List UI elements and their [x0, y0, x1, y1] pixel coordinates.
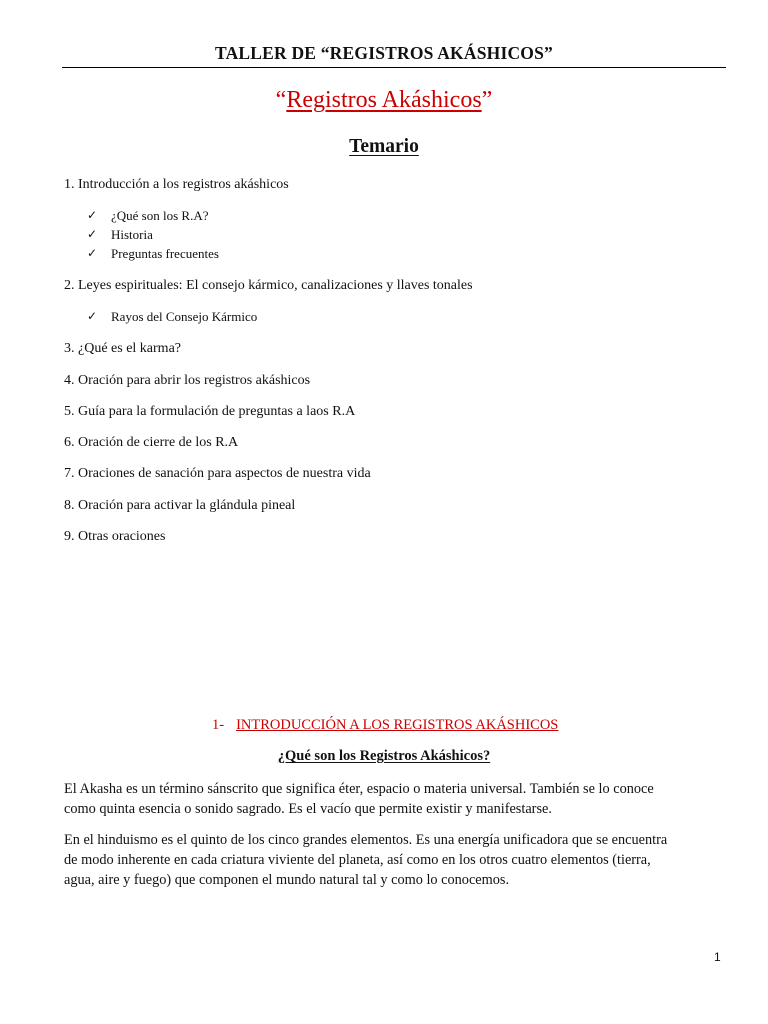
toc-subitem-label: ¿Qué son los R.A? — [111, 208, 209, 223]
toc-item-7: 7. Oraciones de sanación para aspectos de nuestra vida — [64, 466, 371, 481]
toc-heading: Temario — [349, 136, 419, 157]
paragraph — [64, 779, 724, 819]
toc-item-4: 4. Oración para abrir los registros akáshicos — [64, 373, 311, 388]
toc-item-2: 2. Leyes espirituales: El consejo kármico, canalizaciones y llaves tonales — [64, 278, 473, 293]
section-heading — [212, 717, 558, 734]
title-text: Registros Akáshicos — [286, 87, 482, 113]
toc-subitem — [87, 246, 219, 262]
toc-subitem — [87, 208, 209, 224]
paragraph-line: El Akasha es un término sánscrito que significa éter, espacio o materia universal. También se lo conoce — [64, 781, 654, 797]
header-title: TALLER DE “REGISTROS AKÁSHICOS” — [215, 43, 553, 63]
toc-item-5: 5. Guía para la formulación de preguntas a laos R.A — [64, 404, 356, 419]
check-icon: ✓ — [87, 309, 98, 323]
toc-subitem-label: Historia — [111, 227, 153, 242]
toc-item-3: 3. ¿Qué es el karma? — [64, 341, 181, 356]
toc-subitem — [87, 227, 153, 243]
toc-item-9: 9. Otras oraciones — [64, 529, 166, 544]
document-title — [0, 87, 768, 114]
toc-subitem-label: Preguntas frecuentes — [111, 246, 219, 261]
toc-item-6: 6. Oración de cierre de los R.A — [64, 435, 239, 450]
toc-item-1: 1. Introducción a los registros akáshicos — [64, 177, 289, 192]
toc-subitem-label: Rayos del Consejo Kármico — [111, 309, 258, 324]
check-icon: ✓ — [87, 208, 98, 222]
section-title: INTRODUCCIÓN A LOS REGISTROS AKÁSHICOS — [236, 717, 559, 733]
title-open-quote: “ — [275, 87, 287, 113]
toc-subitem — [87, 309, 258, 325]
header-divider — [62, 67, 726, 68]
paragraph-line: como quinta esencia o sonido sagrado. Es el vacío que permite existir y manifestarse. — [64, 801, 552, 817]
title-close-quote: ” — [481, 87, 493, 113]
paragraph — [64, 830, 724, 890]
check-icon: ✓ — [87, 246, 98, 260]
section-subheading: ¿Qué son los Registros Akáshicos? — [277, 748, 491, 764]
paragraph-line: agua, aire y fuego) que componen el mundo natural tal y como lo conocemos. — [64, 872, 510, 888]
section-number: 1- — [212, 717, 225, 733]
page-number: 1 — [714, 950, 721, 964]
paragraph-line: de modo inherente en cada criatura viviente del planeta, así como en los otros cuatro elementos (tierra, — [64, 852, 651, 868]
check-icon: ✓ — [87, 227, 98, 241]
toc-item-8: 8. Oración para activar la glándula pineal — [64, 498, 296, 513]
paragraph-line: En el hinduismo es el quinto de los cinco grandes elementos. Es una energía unificadora que se encuentra — [64, 832, 668, 848]
